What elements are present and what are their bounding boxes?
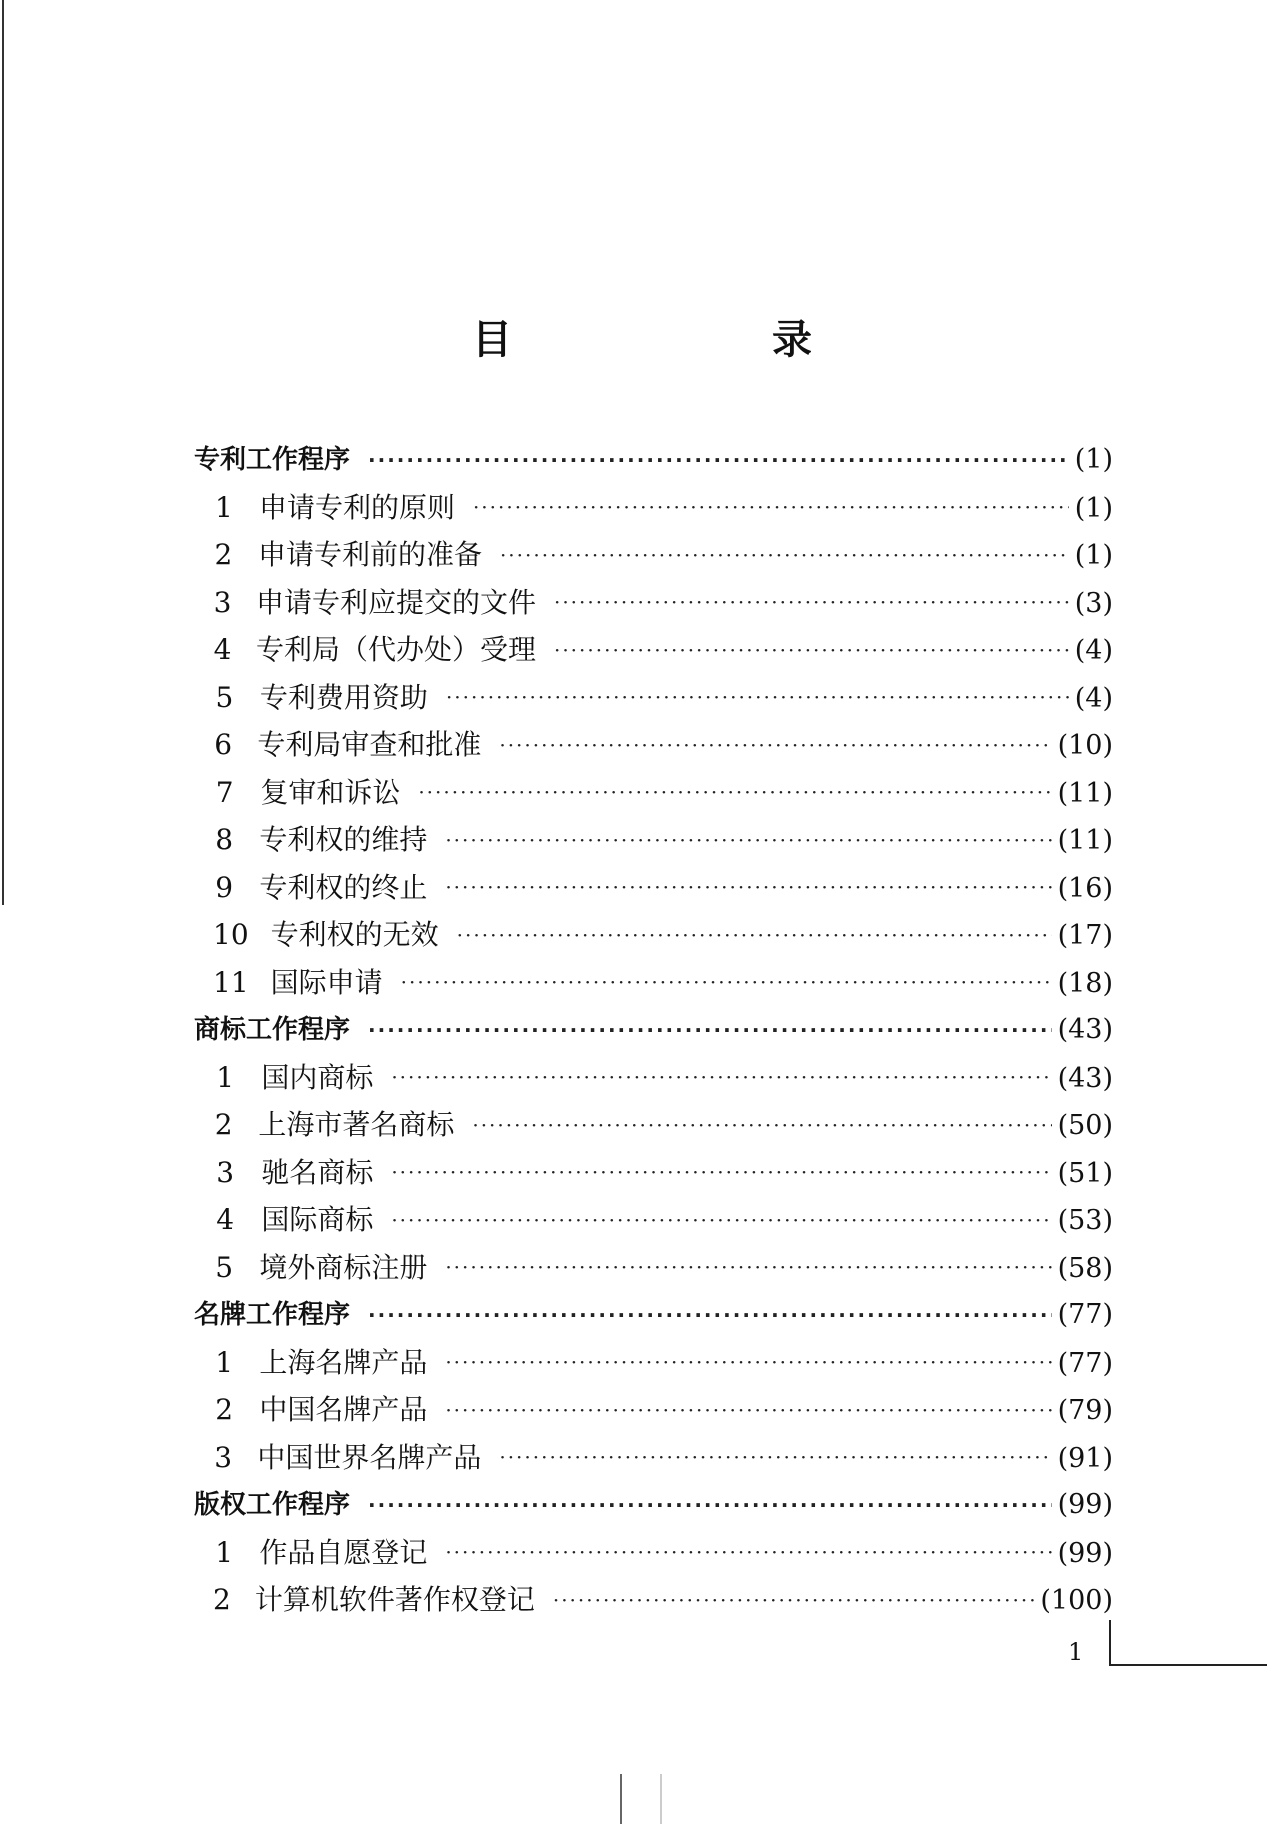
toc-page-number: (11) (1057, 777, 1113, 809)
dot-leader (445, 827, 1051, 853)
dot-leader (445, 874, 1051, 900)
toc-entry-number: 1 (215, 1535, 234, 1569)
toc-entry-row (198, 674, 1113, 722)
toc-entry-number: 2 (214, 538, 233, 571)
toc-entry-label: 中国世界名牌产品 (257, 1440, 482, 1474)
toc-page-number: (11) (1057, 825, 1113, 856)
dot-leader (391, 1064, 1051, 1090)
toc-page-number: (3) (1074, 587, 1113, 619)
table-of-contents (194, 436, 1113, 1624)
dot-leader (445, 1349, 1051, 1375)
dot-leader (368, 1302, 1052, 1328)
dot-leader (472, 1112, 1051, 1138)
toc-section-title: 名牌工作程序 (194, 1300, 351, 1330)
toc-page-number: (91) (1057, 1442, 1113, 1474)
toc-entry-row (198, 1339, 1113, 1387)
toc-page-number: (10) (1057, 730, 1113, 761)
toc-entry-number: 10 (213, 918, 249, 951)
toc-page-number: (1) (1074, 540, 1113, 571)
page-number: 1 (1068, 1638, 1084, 1666)
toc-entry-number: 3 (216, 1155, 235, 1189)
toc-page-number: (53) (1057, 1205, 1113, 1236)
toc-entry-label: 申请专利前的准备 (257, 538, 482, 571)
toc-page-number: (1) (1074, 492, 1113, 524)
toc-entry-number: 5 (215, 680, 234, 714)
toc-entry-label: 专利费用资助 (259, 680, 428, 714)
toc-entry-label: 专利权的无效 (270, 918, 439, 951)
toc-entry-row (198, 1196, 1113, 1244)
folio-rule (1109, 1620, 1111, 1666)
toc-page-number: (100) (1040, 1585, 1113, 1616)
toc-page-number: (51) (1057, 1157, 1113, 1189)
dot-leader (457, 922, 1052, 948)
dot-leader (446, 684, 1069, 710)
toc-entry-number: 2 (214, 1108, 233, 1141)
toc-entry-label: 作品自愿登记 (259, 1535, 428, 1569)
toc-page-number: (99) (1057, 1537, 1113, 1569)
toc-entry-label: 中国名牌产品 (259, 1393, 428, 1426)
toc-entry-number: 11 (213, 965, 249, 999)
toc-entry-number: 3 (213, 585, 232, 619)
toc-entry-number: 1 (215, 1345, 234, 1379)
toc-entry-label: 驰名商标 (261, 1155, 374, 1189)
toc-entry-label: 专利局审查和批准 (257, 728, 482, 761)
toc-entry-label: 上海市著名商标 (258, 1108, 455, 1141)
toc-page-number: (99) (1057, 1489, 1113, 1520)
toc-entry-number: 4 (216, 1203, 235, 1236)
binding-mark (620, 1774, 622, 1824)
toc-page-number: (58) (1057, 1252, 1113, 1284)
toc-page-number: (43) (1057, 1014, 1113, 1045)
dot-leader (499, 1444, 1051, 1470)
toc-entry-label: 计算机软件著作权登记 (254, 1583, 535, 1616)
dot-leader (368, 1492, 1052, 1518)
toc-page-number: (4) (1074, 635, 1113, 666)
dot-leader (391, 1159, 1051, 1185)
toc-entry-number: 3 (214, 1440, 233, 1474)
toc-entry-row (198, 1054, 1113, 1102)
toc-section-row (194, 1291, 1113, 1339)
binding-mark (660, 1774, 662, 1824)
toc-section-title: 商标工作程序 (194, 1015, 351, 1045)
toc-entry-row (198, 1149, 1113, 1197)
dot-leader (368, 447, 1069, 473)
toc-entry-number: 9 (215, 870, 234, 904)
toc-entry-label: 专利局（代办处）受理 (255, 633, 536, 666)
dot-leader (445, 1539, 1051, 1565)
toc-entry-number: 5 (215, 1250, 234, 1284)
toc-entry-label: 申请专利应提交的文件 (255, 585, 536, 619)
toc-page-number: (77) (1057, 1299, 1113, 1330)
toc-entry-number: 6 (214, 728, 233, 761)
toc-entry-label: 上海名牌产品 (259, 1345, 428, 1379)
toc-section-title: 专利工作程序 (194, 445, 351, 475)
toc-entry-row (198, 864, 1113, 912)
toc-entry-number: 1 (215, 490, 233, 524)
dot-leader (368, 1017, 1052, 1043)
toc-entry-row (198, 626, 1113, 674)
toc-entry-number: 2 (213, 1583, 231, 1616)
toc-entry-label: 国际申请 (270, 965, 383, 999)
dot-leader (554, 589, 1069, 615)
toc-entry-row (198, 769, 1113, 817)
folio-rule (1109, 1664, 1267, 1666)
toc-entry-label: 国际商标 (261, 1203, 374, 1236)
toc-entry-label: 专利权的维持 (259, 823, 428, 856)
toc-entry-label: 申请专利的原则 (258, 490, 455, 524)
toc-page-number: (1) (1074, 444, 1113, 475)
toc-entry-number: 2 (215, 1393, 234, 1426)
dot-leader (473, 494, 1069, 520)
toc-page-number: (16) (1057, 872, 1113, 904)
toc-section-row (194, 436, 1113, 484)
toc-page-number: (77) (1057, 1347, 1113, 1379)
dot-leader (445, 1254, 1051, 1280)
toc-entry-row (198, 1576, 1113, 1624)
toc-page-number: (17) (1057, 920, 1113, 951)
toc-entry-number: 1 (216, 1060, 235, 1094)
dot-leader (554, 637, 1069, 663)
toc-entry-number: 8 (215, 823, 234, 856)
toc-entry-row (198, 484, 1113, 532)
toc-entry-number: 7 (215, 775, 234, 809)
toc-section-title: 版权工作程序 (194, 1490, 351, 1520)
toc-section-row (194, 1481, 1113, 1529)
toc-entry-row (198, 911, 1113, 959)
toc-entry-row (198, 1101, 1113, 1149)
toc-entry-row (198, 721, 1113, 769)
toc-entry-label: 国内商标 (261, 1060, 374, 1094)
dot-leader (500, 542, 1069, 568)
toc-entry-row (198, 579, 1113, 627)
page-left-edge (2, 0, 4, 905)
toc-entry-row (198, 1529, 1113, 1577)
dot-leader (445, 1397, 1051, 1423)
toc-page-number: (43) (1057, 1062, 1113, 1094)
toc-entry-row (198, 816, 1113, 864)
dot-leader (391, 1207, 1051, 1233)
toc-section-row (194, 1006, 1113, 1054)
toc-entry-label: 复审和诉讼 (260, 775, 401, 809)
dot-leader (553, 1587, 1035, 1613)
toc-page-number: (18) (1057, 967, 1113, 999)
toc-page-number: (50) (1057, 1110, 1113, 1141)
toc-entry-number: 4 (213, 633, 232, 666)
dot-leader (499, 732, 1051, 758)
page-title: 目 录 (472, 317, 922, 363)
toc-entry-row (198, 1434, 1113, 1482)
dot-leader (418, 779, 1051, 805)
toc-entry-row (198, 1244, 1113, 1292)
dot-leader (401, 969, 1052, 995)
toc-entry-label: 专利权的终止 (259, 870, 428, 904)
toc-page-number: (79) (1057, 1395, 1113, 1426)
toc-entry-label: 境外商标注册 (259, 1250, 428, 1284)
toc-page-number: (4) (1074, 682, 1113, 714)
toc-entry-row (198, 531, 1113, 579)
toc-entry-row (198, 959, 1113, 1007)
toc-entry-row (198, 1386, 1113, 1434)
